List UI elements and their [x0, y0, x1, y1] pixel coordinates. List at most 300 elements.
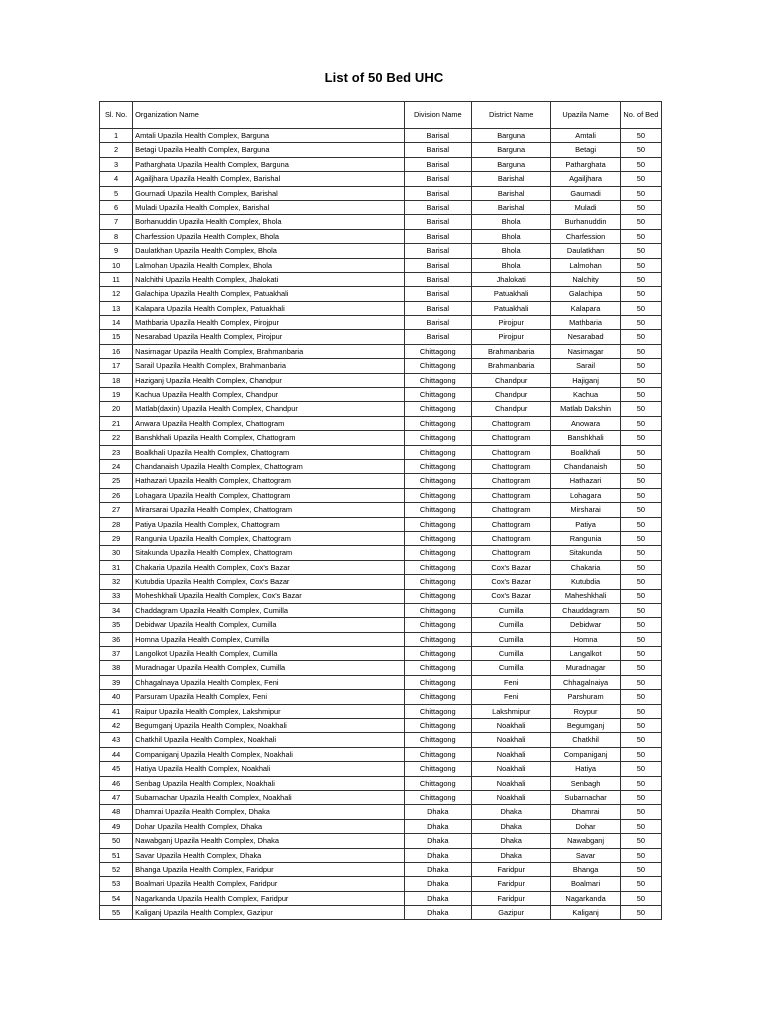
table-header — [100, 102, 662, 129]
cell-upazila-name: Savar — [551, 848, 620, 862]
cell-no-of-bed: 50 — [620, 244, 661, 258]
cell-sl-no: 20 — [100, 402, 133, 416]
header-row — [100, 102, 662, 129]
cell-sl-no: 37 — [100, 647, 133, 661]
table-row — [100, 618, 662, 632]
cell-no-of-bed: 50 — [620, 776, 661, 790]
cell-sl-no: 9 — [100, 244, 133, 258]
cell-upazila-name: Nesarabad — [551, 330, 620, 344]
cell-sl-no: 34 — [100, 603, 133, 617]
cell-organization-name: Savar Upazila Health Complex, Dhaka — [133, 848, 404, 862]
cell-division-name: Barisal — [404, 272, 471, 286]
cell-upazila-name: Homna — [551, 632, 620, 646]
cell-sl-no: 41 — [100, 704, 133, 718]
cell-no-of-bed: 50 — [620, 459, 661, 473]
cell-sl-no: 19 — [100, 388, 133, 402]
cell-division-name: Barisal — [404, 143, 471, 157]
cell-division-name: Chittagong — [404, 762, 471, 776]
cell-sl-no: 17 — [100, 359, 133, 373]
cell-district-name: Lakshmipur — [471, 704, 550, 718]
cell-district-name: Cox's Bazar — [471, 560, 550, 574]
cell-district-name: Pirojpur — [471, 330, 550, 344]
cell-district-name: Faridpur — [471, 862, 550, 876]
cell-upazila-name: Kachua — [551, 388, 620, 402]
cell-organization-name: Nasirnagar Upazila Health Complex, Brahmanbaria — [133, 344, 404, 358]
cell-no-of-bed: 50 — [620, 301, 661, 315]
cell-upazila-name: Kaliganj — [551, 906, 620, 920]
cell-no-of-bed: 50 — [620, 157, 661, 171]
cell-upazila-name: Banshkhali — [551, 431, 620, 445]
cell-district-name: Noakhali — [471, 790, 550, 804]
cell-no-of-bed: 50 — [620, 704, 661, 718]
cell-upazila-name: Debidwar — [551, 618, 620, 632]
cell-organization-name: Betagi Upazila Health Complex, Barguna — [133, 143, 404, 157]
cell-sl-no: 3 — [100, 157, 133, 171]
cell-sl-no: 29 — [100, 531, 133, 545]
cell-no-of-bed: 50 — [620, 790, 661, 804]
cell-district-name: Chattogram — [471, 531, 550, 545]
cell-district-name: Cox's Bazar — [471, 575, 550, 589]
cell-upazila-name: Rangunia — [551, 531, 620, 545]
cell-division-name: Barisal — [404, 330, 471, 344]
cell-sl-no: 4 — [100, 172, 133, 186]
cell-sl-no: 52 — [100, 862, 133, 876]
cell-organization-name: Hatiya Upazila Health Complex, Noakhali — [133, 762, 404, 776]
cell-upazila-name: Mirsharai — [551, 503, 620, 517]
cell-division-name: Barisal — [404, 301, 471, 315]
cell-sl-no: 42 — [100, 719, 133, 733]
cell-district-name: Chandpur — [471, 388, 550, 402]
cell-organization-name: Sarail Upazila Health Complex, Brahmanbaria — [133, 359, 404, 373]
cell-district-name: Gazipur — [471, 906, 550, 920]
cell-district-name: Brahmanbaria — [471, 344, 550, 358]
cell-no-of-bed: 50 — [620, 330, 661, 344]
cell-district-name: Brahmanbaria — [471, 359, 550, 373]
cell-sl-no: 15 — [100, 330, 133, 344]
table-row — [100, 503, 662, 517]
cell-organization-name: Bhanga Upazila Health Complex, Faridpur — [133, 862, 404, 876]
cell-district-name: Barguna — [471, 143, 550, 157]
table-row — [100, 906, 662, 920]
cell-sl-no: 33 — [100, 589, 133, 603]
cell-upazila-name: Lalmohan — [551, 258, 620, 272]
table-row — [100, 258, 662, 272]
cell-no-of-bed: 50 — [620, 647, 661, 661]
table-row — [100, 172, 662, 186]
cell-division-name: Chittagong — [404, 488, 471, 502]
cell-upazila-name: Sitakunda — [551, 546, 620, 560]
cell-no-of-bed: 50 — [620, 891, 661, 905]
table-row — [100, 200, 662, 214]
cell-organization-name: Begumganj Upazila Health Complex, Noakhali — [133, 719, 404, 733]
cell-no-of-bed: 50 — [620, 129, 661, 143]
cell-district-name: Chandpur — [471, 373, 550, 387]
cell-sl-no: 2 — [100, 143, 133, 157]
cell-sl-no: 11 — [100, 272, 133, 286]
table-row — [100, 431, 662, 445]
cell-upazila-name: Patharghata — [551, 157, 620, 171]
cell-upazila-name: Gaurnadi — [551, 186, 620, 200]
cell-upazila-name: Hajiganj — [551, 373, 620, 387]
cell-division-name: Barisal — [404, 186, 471, 200]
cell-division-name: Chittagong — [404, 459, 471, 473]
cell-district-name: Chattogram — [471, 503, 550, 517]
cell-no-of-bed: 50 — [620, 531, 661, 545]
table-row — [100, 546, 662, 560]
cell-district-name: Bhola — [471, 258, 550, 272]
table-row — [100, 129, 662, 143]
cell-sl-no: 45 — [100, 762, 133, 776]
cell-division-name: Chittagong — [404, 690, 471, 704]
table-row — [100, 704, 662, 718]
cell-organization-name: Kalapara Upazila Health Complex, Patuakhali — [133, 301, 404, 315]
cell-division-name: Chittagong — [404, 603, 471, 617]
cell-organization-name: Chaddagram Upazila Health Complex, Cumilla — [133, 603, 404, 617]
cell-sl-no: 30 — [100, 546, 133, 560]
cell-division-name: Chittagong — [404, 416, 471, 430]
cell-sl-no: 23 — [100, 445, 133, 459]
cell-no-of-bed: 50 — [620, 906, 661, 920]
cell-division-name: Chittagong — [404, 474, 471, 488]
cell-organization-name: Haziganj Upazila Health Complex, Chandpur — [133, 373, 404, 387]
cell-organization-name: Chakaria Upazila Health Complex, Cox's Bazar — [133, 560, 404, 574]
table-row — [100, 301, 662, 315]
table-row — [100, 459, 662, 473]
cell-division-name: Dhaka — [404, 805, 471, 819]
cell-organization-name: Chatkhil Upazila Health Complex, Noakhali — [133, 733, 404, 747]
cell-district-name: Barguna — [471, 129, 550, 143]
cell-upazila-name: Charfession — [551, 229, 620, 243]
cell-organization-name: Amtali Upazila Health Complex, Barguna — [133, 129, 404, 143]
cell-upazila-name: Chatkhil — [551, 733, 620, 747]
cell-upazila-name: Lohagara — [551, 488, 620, 502]
cell-division-name: Chittagong — [404, 632, 471, 646]
cell-sl-no: 43 — [100, 733, 133, 747]
cell-upazila-name: Chandanaish — [551, 459, 620, 473]
cell-division-name: Barisal — [404, 215, 471, 229]
cell-upazila-name: Burhanuddin — [551, 215, 620, 229]
table-row — [100, 344, 662, 358]
table-row — [100, 776, 662, 790]
cell-organization-name: Langolkot Upazila Health Complex, Cumilla — [133, 647, 404, 661]
cell-division-name: Chittagong — [404, 704, 471, 718]
cell-district-name: Cumilla — [471, 661, 550, 675]
cell-upazila-name: Matlab Dakshin — [551, 402, 620, 416]
table-row — [100, 244, 662, 258]
cell-no-of-bed: 50 — [620, 603, 661, 617]
cell-no-of-bed: 50 — [620, 848, 661, 862]
table-row — [100, 834, 662, 848]
cell-sl-no: 54 — [100, 891, 133, 905]
cell-sl-no: 53 — [100, 877, 133, 891]
cell-district-name: Barguna — [471, 157, 550, 171]
cell-organization-name: Subarnachar Upazila Health Complex, Noakhali — [133, 790, 404, 804]
table-row — [100, 186, 662, 200]
cell-organization-name: Rangunia Upazila Health Complex, Chattogram — [133, 531, 404, 545]
cell-organization-name: Patiya Upazila Health Complex, Chattogram — [133, 517, 404, 531]
cell-organization-name: Daulatkhan Upazila Health Complex, Bhola — [133, 244, 404, 258]
cell-sl-no: 49 — [100, 819, 133, 833]
cell-district-name: Cox's Bazar — [471, 589, 550, 603]
cell-district-name: Chattogram — [471, 416, 550, 430]
table-row — [100, 388, 662, 402]
cell-division-name: Chittagong — [404, 373, 471, 387]
cell-district-name: Chattogram — [471, 517, 550, 531]
cell-division-name: Chittagong — [404, 575, 471, 589]
table-row — [100, 790, 662, 804]
cell-division-name: Chittagong — [404, 790, 471, 804]
cell-no-of-bed: 50 — [620, 287, 661, 301]
cell-upazila-name: Betagi — [551, 143, 620, 157]
cell-sl-no: 44 — [100, 747, 133, 761]
table-row — [100, 661, 662, 675]
cell-upazila-name: Chakaria — [551, 560, 620, 574]
cell-division-name: Chittagong — [404, 733, 471, 747]
cell-upazila-name: Muladi — [551, 200, 620, 214]
cell-upazila-name: Begumganj — [551, 719, 620, 733]
cell-no-of-bed: 50 — [620, 733, 661, 747]
cell-district-name: Bhola — [471, 229, 550, 243]
cell-organization-name: Boalmari Upazila Health Complex, Faridpur — [133, 877, 404, 891]
table-row — [100, 373, 662, 387]
cell-organization-name: Sitakunda Upazila Health Complex, Chattogram — [133, 546, 404, 560]
cell-division-name: Dhaka — [404, 877, 471, 891]
table-body — [100, 129, 662, 920]
table-row — [100, 690, 662, 704]
cell-upazila-name: Nalchity — [551, 272, 620, 286]
cell-sl-no: 5 — [100, 186, 133, 200]
cell-organization-name: Matlab(daxin) Upazila Health Complex, Chandpur — [133, 402, 404, 416]
cell-sl-no: 28 — [100, 517, 133, 531]
cell-organization-name: Mirarsarai Upazila Health Complex, Chattogram — [133, 503, 404, 517]
cell-division-name: Chittagong — [404, 359, 471, 373]
cell-organization-name: Banshkhali Upazila Health Complex, Chattogram — [133, 431, 404, 445]
table-row — [100, 819, 662, 833]
cell-division-name: Chittagong — [404, 445, 471, 459]
cell-sl-no: 6 — [100, 200, 133, 214]
cell-district-name: Faridpur — [471, 877, 550, 891]
cell-sl-no: 13 — [100, 301, 133, 315]
cell-district-name: Noakhali — [471, 747, 550, 761]
table-row — [100, 589, 662, 603]
table-row — [100, 647, 662, 661]
cell-no-of-bed: 50 — [620, 186, 661, 200]
cell-district-name: Dhaka — [471, 848, 550, 862]
cell-district-name: Chandpur — [471, 402, 550, 416]
cell-upazila-name: Daulatkhan — [551, 244, 620, 258]
cell-organization-name: Borhanuddin Upazila Health Complex, Bhola — [133, 215, 404, 229]
cell-district-name: Patuakhali — [471, 301, 550, 315]
cell-organization-name: Debidwar Upazila Health Complex, Cumilla — [133, 618, 404, 632]
cell-no-of-bed: 50 — [620, 344, 661, 358]
table-row — [100, 848, 662, 862]
cell-no-of-bed: 50 — [620, 200, 661, 214]
cell-sl-no: 55 — [100, 906, 133, 920]
cell-no-of-bed: 50 — [620, 877, 661, 891]
cell-upazila-name: Maheshkhali — [551, 589, 620, 603]
cell-organization-name: Charfession Upazila Health Complex, Bhola — [133, 229, 404, 243]
table-row — [100, 891, 662, 905]
cell-no-of-bed: 50 — [620, 517, 661, 531]
cell-organization-name: Kutubdia Upazila Health Complex, Cox's Bazar — [133, 575, 404, 589]
table-row — [100, 733, 662, 747]
cell-division-name: Chittagong — [404, 531, 471, 545]
cell-no-of-bed: 50 — [620, 229, 661, 243]
cell-organization-name: Gournadi Upazila Health Complex, Barishal — [133, 186, 404, 200]
cell-upazila-name: Patiya — [551, 517, 620, 531]
cell-no-of-bed: 50 — [620, 143, 661, 157]
cell-no-of-bed: 50 — [620, 272, 661, 286]
cell-upazila-name: Nasirnagar — [551, 344, 620, 358]
cell-district-name: Barishal — [471, 186, 550, 200]
cell-organization-name: Muladi Upazila Health Complex, Barishal — [133, 200, 404, 214]
cell-district-name: Cumilla — [471, 632, 550, 646]
cell-organization-name: Parsuram Upazila Health Complex, Feni — [133, 690, 404, 704]
cell-district-name: Noakhali — [471, 776, 550, 790]
cell-sl-no: 21 — [100, 416, 133, 430]
cell-no-of-bed: 50 — [620, 402, 661, 416]
cell-no-of-bed: 50 — [620, 747, 661, 761]
cell-upazila-name: Hathazari — [551, 474, 620, 488]
header-organization-name: Organization Name — [133, 102, 404, 129]
table-row — [100, 157, 662, 171]
cell-district-name: Noakhali — [471, 733, 550, 747]
cell-district-name: Pirojpur — [471, 316, 550, 330]
cell-sl-no: 25 — [100, 474, 133, 488]
cell-organization-name: Homna Upazila Health Complex, Cumilla — [133, 632, 404, 646]
cell-division-name: Chittagong — [404, 719, 471, 733]
cell-no-of-bed: 50 — [620, 546, 661, 560]
table-row — [100, 287, 662, 301]
cell-no-of-bed: 50 — [620, 388, 661, 402]
cell-division-name: Chittagong — [404, 675, 471, 689]
table-row — [100, 359, 662, 373]
cell-division-name: Barisal — [404, 244, 471, 258]
cell-district-name: Chattogram — [471, 474, 550, 488]
cell-no-of-bed: 50 — [620, 719, 661, 733]
cell-organization-name: Nagarkanda Upazila Health Complex, Faridpur — [133, 891, 404, 905]
cell-division-name: Chittagong — [404, 517, 471, 531]
cell-upazila-name: Muradnagar — [551, 661, 620, 675]
cell-division-name: Barisal — [404, 287, 471, 301]
cell-sl-no: 10 — [100, 258, 133, 272]
table-row — [100, 488, 662, 502]
cell-district-name: Chattogram — [471, 546, 550, 560]
table-row — [100, 272, 662, 286]
cell-sl-no: 18 — [100, 373, 133, 387]
cell-district-name: Cumilla — [471, 618, 550, 632]
cell-division-name: Dhaka — [404, 891, 471, 905]
cell-district-name: Dhaka — [471, 819, 550, 833]
cell-district-name: Chattogram — [471, 445, 550, 459]
cell-upazila-name: Kalapara — [551, 301, 620, 315]
cell-no-of-bed: 50 — [620, 575, 661, 589]
cell-organization-name: Anwara Upazila Health Complex, Chattogram — [133, 416, 404, 430]
cell-district-name: Cumilla — [471, 647, 550, 661]
cell-upazila-name: Bhanga — [551, 862, 620, 876]
cell-upazila-name: Nawabganj — [551, 834, 620, 848]
cell-district-name: Feni — [471, 690, 550, 704]
header-no-of-bed: No. of Bed — [620, 102, 661, 129]
cell-division-name: Chittagong — [404, 546, 471, 560]
cell-division-name: Chittagong — [404, 388, 471, 402]
cell-no-of-bed: 50 — [620, 805, 661, 819]
cell-sl-no: 48 — [100, 805, 133, 819]
cell-organization-name: Raipur Upazila Health Complex, Lakshmipur — [133, 704, 404, 718]
cell-division-name: Dhaka — [404, 906, 471, 920]
cell-division-name: Chittagong — [404, 344, 471, 358]
cell-division-name: Chittagong — [404, 402, 471, 416]
cell-sl-no: 31 — [100, 560, 133, 574]
uhc-table — [99, 101, 662, 920]
cell-organization-name: Nalchithi Upazila Health Complex, Jhalokati — [133, 272, 404, 286]
cell-sl-no: 1 — [100, 129, 133, 143]
cell-division-name: Dhaka — [404, 819, 471, 833]
cell-organization-name: Senbag Upazila Health Complex, Noakhali — [133, 776, 404, 790]
cell-organization-name: Hathazari Upazila Health Complex, Chattogram — [133, 474, 404, 488]
cell-district-name: Jhalokati — [471, 272, 550, 286]
table-row — [100, 603, 662, 617]
cell-no-of-bed: 50 — [620, 690, 661, 704]
cell-no-of-bed: 50 — [620, 819, 661, 833]
cell-sl-no: 50 — [100, 834, 133, 848]
cell-upazila-name: Nagarkanda — [551, 891, 620, 905]
cell-no-of-bed: 50 — [620, 431, 661, 445]
cell-division-name: Chittagong — [404, 618, 471, 632]
cell-division-name: Chittagong — [404, 661, 471, 675]
cell-division-name: Barisal — [404, 172, 471, 186]
cell-sl-no: 22 — [100, 431, 133, 445]
cell-organization-name: Chhagalnaya Upazila Health Complex, Feni — [133, 675, 404, 689]
cell-upazila-name: Roypur — [551, 704, 620, 718]
table-row — [100, 330, 662, 344]
table-row — [100, 805, 662, 819]
header-district-name: District Name — [471, 102, 550, 129]
table-row — [100, 575, 662, 589]
table-row — [100, 560, 662, 574]
cell-district-name: Noakhali — [471, 762, 550, 776]
cell-upazila-name: Boalmari — [551, 877, 620, 891]
cell-division-name: Barisal — [404, 229, 471, 243]
cell-sl-no: 32 — [100, 575, 133, 589]
cell-organization-name: Galachipa Upazila Health Complex, Patuakhali — [133, 287, 404, 301]
cell-district-name: Patuakhali — [471, 287, 550, 301]
table-row — [100, 316, 662, 330]
cell-organization-name: Nawabganj Upazila Health Complex, Dhaka — [133, 834, 404, 848]
cell-division-name: Chittagong — [404, 503, 471, 517]
table-row — [100, 531, 662, 545]
cell-sl-no: 16 — [100, 344, 133, 358]
cell-division-name: Barisal — [404, 157, 471, 171]
cell-sl-no: 38 — [100, 661, 133, 675]
cell-no-of-bed: 50 — [620, 589, 661, 603]
table-row — [100, 229, 662, 243]
cell-upazila-name: Dohar — [551, 819, 620, 833]
cell-upazila-name: Hatiya — [551, 762, 620, 776]
cell-no-of-bed: 50 — [620, 416, 661, 430]
cell-no-of-bed: 50 — [620, 675, 661, 689]
cell-upazila-name: Dhamrai — [551, 805, 620, 819]
cell-no-of-bed: 50 — [620, 632, 661, 646]
header-upazila-name: Upazila Name — [551, 102, 620, 129]
table-row — [100, 719, 662, 733]
cell-upazila-name: Subarnachar — [551, 790, 620, 804]
cell-sl-no: 51 — [100, 848, 133, 862]
cell-division-name: Dhaka — [404, 862, 471, 876]
cell-district-name: Noakhali — [471, 719, 550, 733]
cell-sl-no: 14 — [100, 316, 133, 330]
cell-organization-name: Lohagara Upazila Health Complex, Chattogram — [133, 488, 404, 502]
